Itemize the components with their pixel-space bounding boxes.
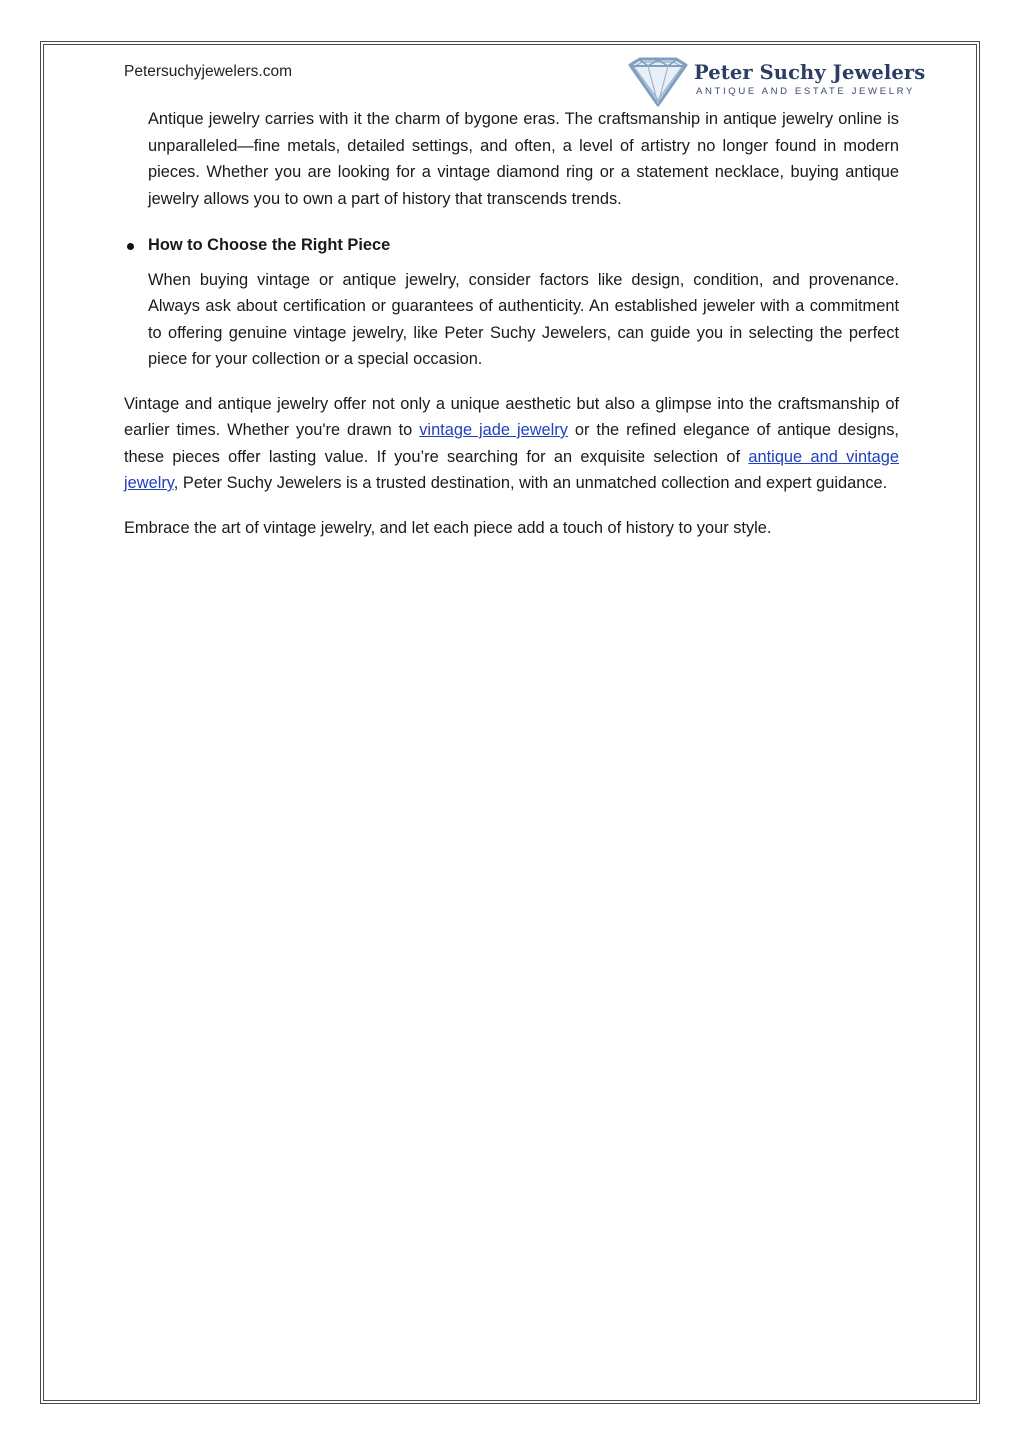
closing-text-2: or the refined elegance of antique designs, these pieces offer lasting value. If you’re searching for an exquisite selection of xyxy=(124,421,899,466)
closing-paragraph xyxy=(124,391,899,497)
site-url: Petersuchyjewelers.com xyxy=(124,63,292,80)
bullet-item xyxy=(124,232,899,259)
bullet-heading: How to Choose the Right Piece xyxy=(148,236,391,254)
antique-and-vintage-jewelry-link[interactable]: antique and vintage jewelry xyxy=(124,447,899,492)
closing-text-1: Vintage and antique jewelry offer not only a unique aesthetic but also a glimpse into the craftsmanship of earlier times. Whether you're drawn to xyxy=(124,394,899,439)
diamond-icon xyxy=(626,57,690,107)
closing-text-3: , Peter Suchy Jewelers is a trusted destination, with an unmatched collection and expert guidance. xyxy=(173,474,888,492)
logo-tagline: ANTIQUE AND ESTATE JEWELRY xyxy=(696,86,915,97)
bullet-icon xyxy=(127,243,134,250)
final-line: Embrace the art of vintage jewelry, and let each piece add a touch of history to your style. xyxy=(124,518,772,537)
document-body xyxy=(124,106,899,541)
logo xyxy=(626,57,926,107)
bullet-paragraph: When buying vintage or antique jewelry, consider factors like design, condition, and provenance. Always ask about certification or guarantees of authenticity. An established jeweler with a commitment to offering genuine vintage jewelry, like Peter Suchy Jewelers, can guide you in selecting the perfect piece for your collection or a special occasion. xyxy=(148,270,899,368)
intro-paragraph: Antique jewelry carries with it the charm of bygone eras. The craftsmanship in antique jewelry online is unparalleled—fine metals, detailed settings, and often, a level of artistry no longer found in modern pieces. Whether you are looking for a vintage diamond ring or a statement necklace, buying antique jewelry allows you to own a part of history that transcends trends. xyxy=(148,110,899,208)
logo-name: Peter Suchy Jewelers xyxy=(694,61,926,84)
vintage-jade-jewelry-link[interactable]: vintage jade jewelry xyxy=(419,421,568,439)
